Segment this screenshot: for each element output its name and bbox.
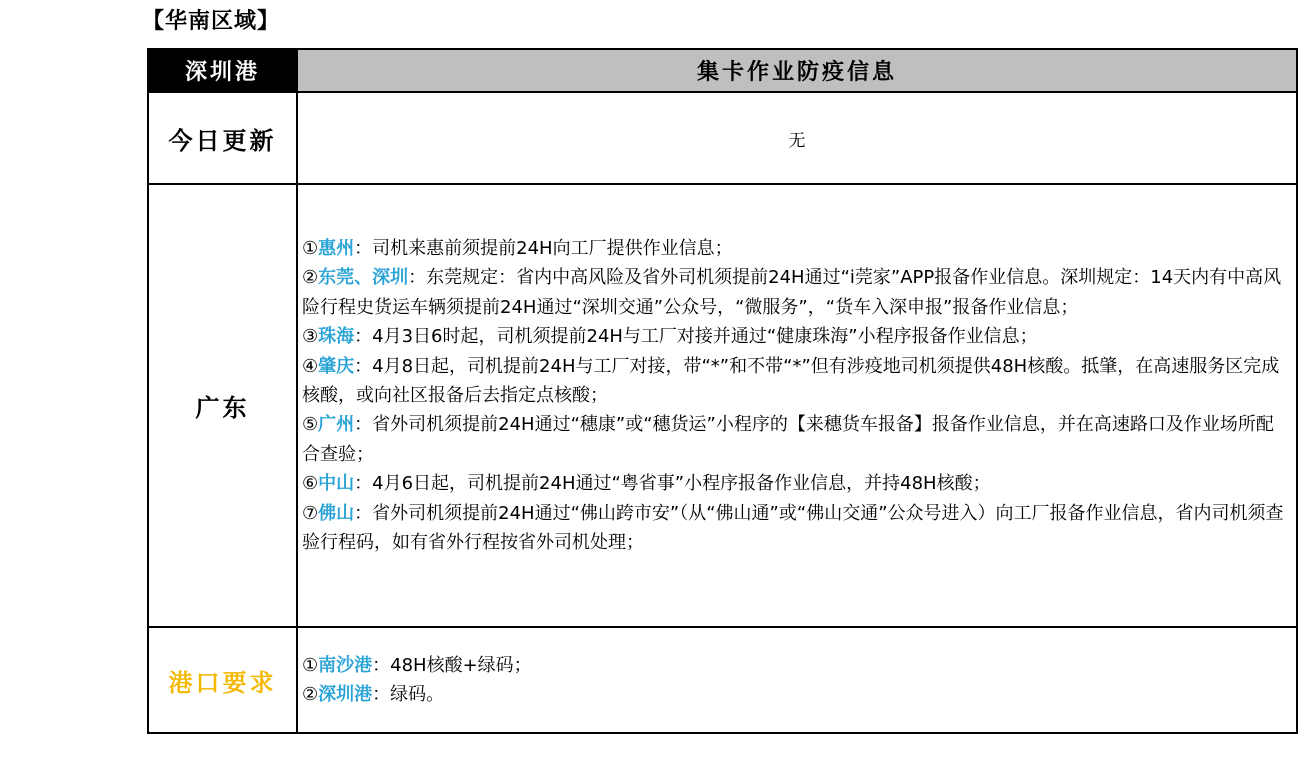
region-title: 【华南区域】: [142, 8, 281, 34]
place-name: 南沙港: [318, 654, 373, 676]
place-name: 惠州: [318, 238, 355, 259]
header-port-cell: 深圳港: [148, 49, 297, 92]
port-requirements-cell: [297, 627, 1297, 733]
list-item: ⑤广州：省外司机须提前24H通过“穗康”或“穗货运”小程序的【来穗货车报备】报备作业信息，并在高速路口及作业场所配合查验；: [302, 414, 1274, 465]
place-name: 佛山: [318, 502, 355, 524]
place-name: 珠海: [318, 326, 355, 348]
place-name: 肇庆: [318, 355, 355, 377]
place-name: 中山: [318, 473, 355, 495]
today-row: [148, 92, 1297, 184]
list-item: ②深圳港：绿码。: [302, 684, 445, 705]
list-item: ②东莞、深圳：东莞规定：省内中高风险及省外司机须提前24H通过“i莞家”APP报备作业信息。深圳规定：14天内有中高风险行程史货运车辆须提前24H通过“深圳交通”公众号，“微服务”，“货车入深申报”报备作业信息；: [302, 267, 1282, 318]
epidemic-info-table: [147, 48, 1298, 734]
place-name: 广州: [318, 414, 355, 436]
guangdong-content-cell: [297, 184, 1297, 627]
port-requirements-row: [148, 627, 1297, 733]
port-requirements-label: 港口要求: [148, 627, 297, 733]
guangdong-label: 广东: [148, 184, 297, 627]
guangdong-row: [148, 184, 1297, 627]
today-value: 无: [297, 92, 1297, 184]
header-row: [148, 49, 1297, 92]
port-requirements-list: [298, 651, 1296, 710]
today-label: 今日更新: [148, 92, 297, 184]
list-item: ①惠州：司机来惠前须提前24H向工厂提供作业信息；: [302, 238, 733, 259]
list-item: ④肇庆：4月8日起，司机提前24H与工厂对接，带“*”和不带“*”但有涉疫地司机须提供48H核酸。抵肇，在高速服务区完成核酸，或向社区报备后去指定点核酸；: [302, 355, 1280, 407]
place-name: 深圳港: [318, 684, 373, 705]
guangdong-list: [298, 185, 1296, 557]
list-item: ⑥中山：4月6日起，司机提前24H通过“粤省事”小程序报备作业信息，并持48H核酸；: [302, 473, 991, 495]
list-item: ⑦佛山：省外司机须提前24H通过“佛山跨市安”（从“佛山通”或“佛山交通”公众号进入）向工厂报备作业信息，省内司机须查验行程码，如有省外行程按省外司机处理；: [302, 502, 1284, 554]
list-item: ①南沙港：48H核酸+绿码；: [302, 654, 532, 676]
list-item: ③珠海：4月3日6时起，司机须提前24H与工厂对接并通过“健康珠海”小程序报备作业信息；: [302, 326, 1038, 348]
header-main-cell: 集卡作业防疫信息: [297, 49, 1297, 92]
place-name: 东莞、深圳: [318, 267, 409, 289]
